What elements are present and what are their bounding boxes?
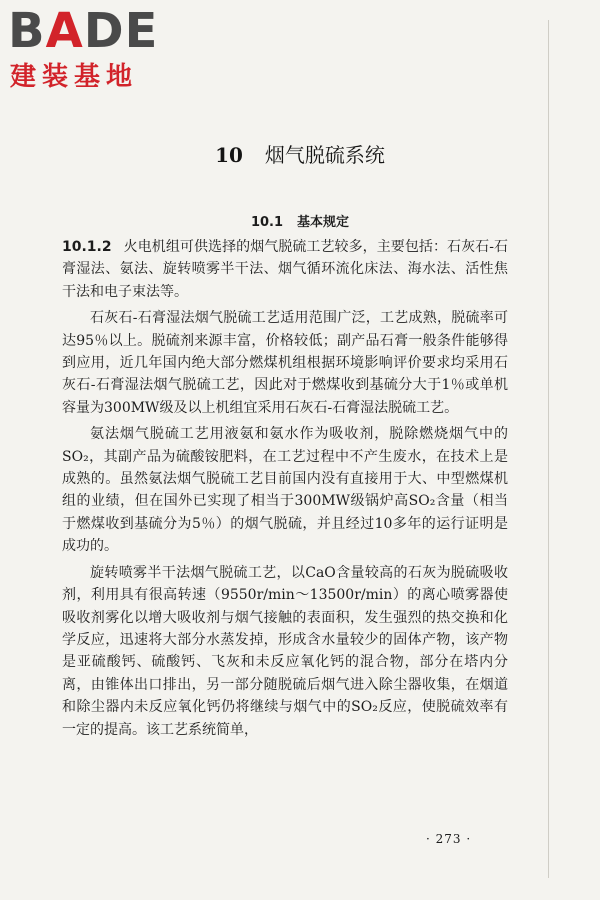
section-name: 基本规定: [297, 215, 350, 230]
clause-paragraph: [62, 236, 508, 303]
logo-letter-b: B: [8, 3, 46, 59]
section-title: [0, 213, 600, 233]
chapter-title: [0, 141, 600, 169]
clause-number: 10.1.2: [62, 239, 112, 255]
chapter-number: 10: [215, 143, 243, 167]
section-number: 10.1: [250, 215, 284, 230]
clause-text: 火电机组可供选择的烟气脱硫工艺较多，主要包括：石灰石-石膏湿法、氨法、旋转喷雾半干法、烟气循环流化床法、海水法、活性焦干法和电子束法等。: [62, 239, 508, 300]
paragraph-ammonia: 氨法烟气脱硫工艺用液氨和氨水作为吸收剂，脱除燃烧烟气中的SO₂，其副产品为硫酸铵肥料，在工艺过程中不产生废水，在技术上是成熟的。虽然氨法烟气脱硫工艺目前国内没有直接用于大、中型燃煤机组的业绩，但在国外已实现了相当于300MW级锅炉高SO₂含量（相当于燃煤收到基硫分为5％）的烟气脱硫，并且经过10多年的运行证明是成功的。: [62, 426, 508, 555]
paragraph-limestone-gypsum: 石灰石-石膏湿法烟气脱硫工艺适用范围广泛，工艺成熟，脱硫率可达95％以上。脱硫剂来源丰富，价格较低；副产品石膏一般条件能够得到应用，近几年国内绝大部分燃煤机组根据环境影响评价要求均采用石灰石-石膏湿法烟气脱硫工艺，因此对于燃煤收到基硫分大于1％或单机容量为300MW级及以上机组宜采用石灰石-石膏湿法脱硫工艺。: [62, 310, 508, 416]
logo-subtitle: 建装基地: [10, 62, 139, 92]
logo-letters-de: DE: [83, 3, 159, 59]
bade-watermark-logo: [8, 4, 178, 96]
logo-wordmark: [8, 4, 158, 58]
paragraph-spray-dry: 旋转喷雾半干法烟气脱硫工艺，以CaO含量较高的石灰为脱硫吸收剂，利用具有很高转速（9550r/min～13500r/min）的离心喷雾器使吸收剂雾化以增大吸收剂与烟气接触的表面积，发生强烈的热交换和化学反应，迅速将大部分水蒸发掉，形成含水量较少的固体产物，该产物是亚硫酸钙、硫酸钙、飞灰和未反应氧化钙的混合物，部分在塔内分离，由锥体出口排出，另一部分随脱硫后烟气进入除尘器收集，在烟道和除尘器内未反应氧化钙仍将继续与烟气中的SO₂反应，使脱硫效率有一定的提高。该工艺系统简单，: [62, 564, 508, 738]
page-number: · 273 ·: [426, 832, 472, 846]
body-text: [62, 236, 508, 741]
chapter-name: 烟气脱硫系统: [264, 143, 385, 167]
logo-letter-a: A: [45, 3, 84, 59]
